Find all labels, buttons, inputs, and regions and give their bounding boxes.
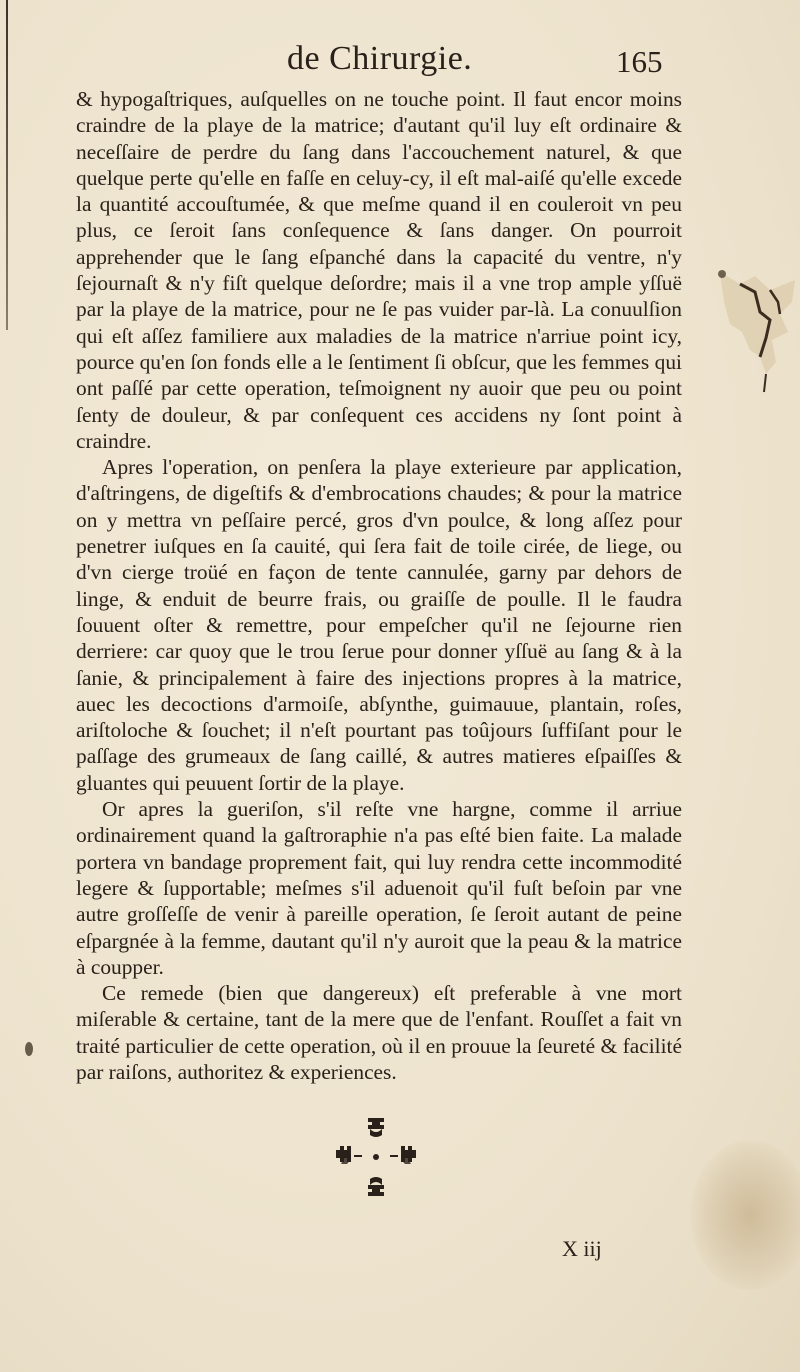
body-text [76,86,682,1085]
running-title: de Chirurgie. [287,40,473,77]
printers-ornament [334,1116,418,1198]
paragraph-3: Or apres la gueriſon, s'il reſte vne hargne, comme il arriue ordinairement quand la gaſtroraphie n'a pas eſté bien faite. La malade portera vn bandage proprement fait, qui luy rendra cette incommodité legere & ſupportable; meſmes s'il aduenoit qu'il fuſt beſoin par vne autre groſſeſſe de venir à pareille operation, ſe ſeroit autant de peine eſpargnée à la femme, dautant qu'il n'y auroit que la peau & la matrice à coupper. [76,797,682,979]
ink-bleed-mark [22,1040,36,1058]
paragraph-2: Apres l'operation, on penſera la playe exterieure par application, d'aſtringens, de digeſtifs & d'embrocations chaudes; & pour la matrice on y mettra vn peſſaire percé, gros d'vn poulce, & long aſſez pour penetrer iuſques en ſa cauité, qui ſera fait de toile cirée, de liege, ou d'vn cierge troüé en façon de tente cannulée, garny par dehors de linge, & enduit de beurre frais, ou graiſſe de poulle. Il le faudra ſouuent oſter & remettre, pour empeſcher qu'il ne ſejourne rien derriere: car quoy que le trou ſerue pour donner yſſuë au ſang & à la ſanie, & principalement à faire des injections propres à la matrice, auec les decoctions d'armoiſe, abſynthe, guimauue, plantain, roſes, ariſtoloche & ſouchet; il n'eſt pourtant pas toûjours ſuffiſant pour le paſſage des grumeaux de ſang caillé, & autres matieres eſpaiſſes & gluantes qui peuuent ſortir de la playe. [76,455,682,795]
foxing-stain [690,1140,800,1290]
page-header [0,40,800,90]
signature-mark: X iij [562,1236,602,1261]
page-number: 165 [616,44,663,79]
paper-damage [700,262,800,402]
paragraph-4: Ce remede (bien que dangereux) eſt preferable à vne mort miſerable & certaine, tant de la mere que de l'enfant. Rouſſet a fait vn traité particulier de cette operation, où il en prouue la ſeureté & facilité par raiſons, authoritez & experiences. [76,981,682,1084]
paragraph-1: & hypogaſtriques, auſquelles on ne touche point. Il faut encor moins craindre de la playe de la matrice; d'autant qu'il luy eſt ordinaire & neceſſaire de perdre du ſang dans l'accouchement naturel, & que quelque perte qu'elle en faſſe en celuy-cy, il eſt mal-aiſé qu'elle excede la quantité accouſtumée, & que meſme quand il en couleroit vn peu plus, ce ſeroit ſans conſequence & ſans danger. On pourroit apprehender que le ſang eſpanché dans la capacité du ventre, n'y ſejournaſt & n'y fiſt quelque deſordre; mais il a vne trop ample yſſuë par la playe de la matrice, pour ne ſe pas vuider par-là. La conuulſion qui eſt aſſez familiere aux maladies de la matrice n'arriue point icy, pource qu'en ſon fonds elle a le ſentiment ſi obſcur, que les femmes qui ont paſſé par cette operation, teſmoignent ny auoir que peu ou point ſenty de douleur, & par conſequent ces accidens ny ſont point à craindre. [76,87,682,453]
